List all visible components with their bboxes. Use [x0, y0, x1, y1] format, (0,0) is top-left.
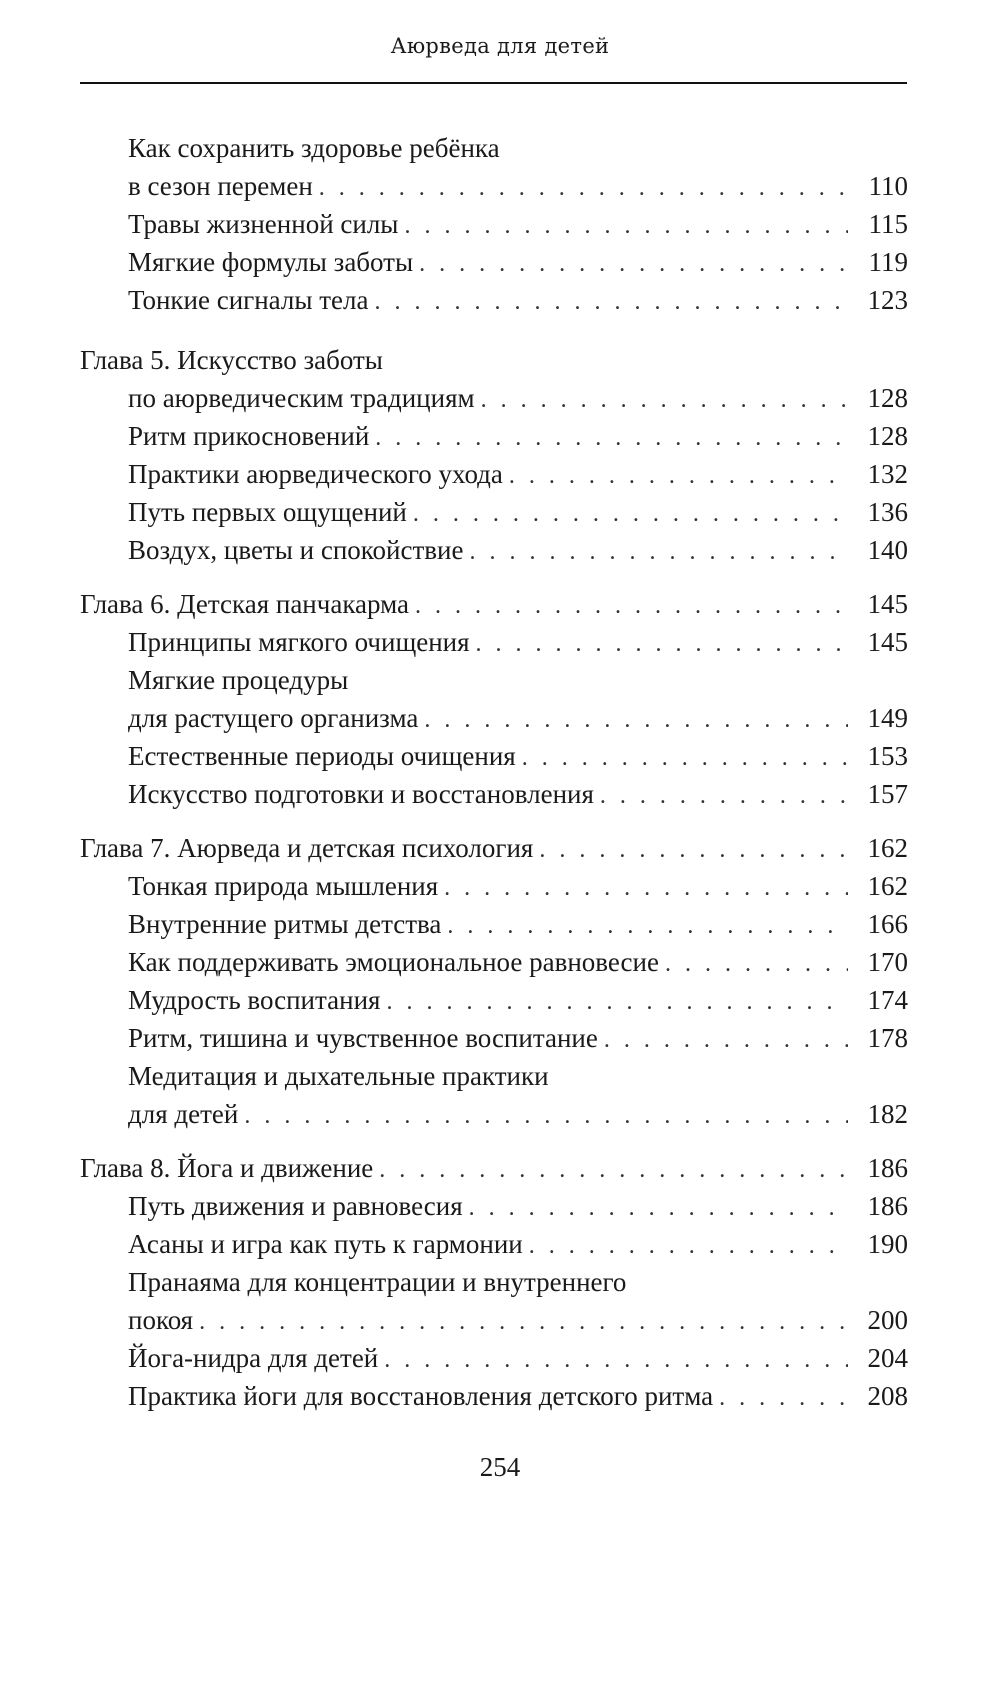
- toc-entry-page: 140: [867, 535, 908, 565]
- toc-entry-page: 174: [867, 985, 908, 1015]
- toc-entry-page: 162: [867, 871, 908, 901]
- toc-entry: [128, 660, 528, 700]
- toc-entry: [128, 774, 908, 814]
- toc-entry-title: Травы жизненной силы: [128, 209, 399, 239]
- toc-entry-page: 162: [867, 833, 908, 863]
- page-number: 254: [479, 1452, 521, 1482]
- leader-dots: [509, 456, 848, 496]
- toc-entry: [128, 698, 908, 738]
- toc-chapter-title: Глава 8. Йога и движение: [80, 1153, 374, 1183]
- leader-dots: [413, 494, 848, 534]
- toc-entry-page: 128: [867, 421, 908, 451]
- toc-entry-title: Мудрость воспитания: [128, 985, 381, 1015]
- toc-entry-title: Медитация и дыхательные практики: [128, 1061, 549, 1091]
- header-rule: [80, 82, 907, 84]
- toc-entry-page: 145: [867, 627, 908, 657]
- toc-chapter: [80, 584, 908, 624]
- toc-chapter-title: Глава 6. Детская панчакарма: [80, 589, 409, 619]
- toc-entry-title: Тонкая природа мышления: [128, 871, 439, 901]
- toc-entry-page: 190: [867, 1229, 908, 1259]
- toc-entry: [128, 280, 908, 320]
- leader-dots: [404, 206, 848, 246]
- leader-dots: [444, 868, 848, 908]
- toc-entry-page: 186: [867, 1191, 908, 1221]
- toc-entry: [128, 1376, 908, 1416]
- toc-chapter-title: Глава 7. Аюрведа и детская психология: [80, 833, 534, 863]
- leader-dots: [469, 532, 848, 572]
- toc-entry-title: Путь движения и равновесия: [128, 1191, 463, 1221]
- toc-entry-page: 204: [867, 1343, 908, 1373]
- leader-dots: [539, 830, 848, 870]
- toc-entry: [128, 166, 908, 206]
- toc-entry: [128, 378, 908, 418]
- toc-entry: [128, 904, 908, 944]
- leader-dots: [476, 624, 848, 664]
- leader-dots: [481, 380, 848, 420]
- toc-entry-page: 166: [867, 909, 908, 939]
- toc-entry-title: Путь первых ощущений: [128, 497, 407, 527]
- leader-dots: [244, 1096, 848, 1136]
- leader-dots: [719, 1378, 848, 1418]
- toc-entry-page: 149: [867, 703, 908, 733]
- leader-dots: [529, 1226, 848, 1266]
- toc-entry: [128, 1338, 908, 1378]
- toc-entry-page: 170: [867, 947, 908, 977]
- leader-dots: [375, 282, 849, 322]
- toc-entry-page: 110: [868, 171, 908, 201]
- toc-entry-title: Тонкие сигналы тела: [128, 285, 369, 315]
- toc-entry-title: Мягкие формулы заботы: [128, 247, 414, 277]
- toc-entry: [128, 1224, 908, 1264]
- leader-dots: [319, 168, 848, 208]
- toc-entry: [128, 1186, 908, 1226]
- leader-dots: [600, 776, 848, 816]
- toc-entry-title: покоя: [128, 1305, 194, 1335]
- toc-entry-title: Внутренние ритмы детства: [128, 909, 442, 939]
- leader-dots: [469, 1188, 848, 1228]
- toc-chapter: [80, 1148, 908, 1188]
- toc-entry: [128, 204, 908, 244]
- toc-entry-title: по аюрведическим традициям: [128, 383, 475, 413]
- toc-entry-title: Принципы мягкого очищения: [128, 627, 470, 657]
- leader-dots: [386, 982, 848, 1022]
- toc-entry: [128, 622, 908, 662]
- toc-entry-title: Воздух, цветы и спокойствие: [128, 535, 464, 565]
- toc-entry: [128, 942, 908, 982]
- toc-entry-page: 182: [867, 1099, 908, 1129]
- toc-chapter-title: Глава 5. Искусство заботы: [80, 345, 383, 375]
- leader-dots: [199, 1302, 848, 1342]
- toc-entry-title: Как поддерживать эмоциональное равновесие: [128, 947, 659, 977]
- toc-entry-page: 186: [867, 1153, 908, 1183]
- toc-entry-title: Асаны и игра как путь к гармонии: [128, 1229, 523, 1259]
- toc-entry-page: 200: [867, 1305, 908, 1335]
- leader-dots: [424, 700, 848, 740]
- toc-entry-title: Пранаяма для концентрации и внутреннего: [128, 1267, 627, 1297]
- toc-entry: [128, 1300, 908, 1340]
- toc-entry-title: Ритм, тишина и чувственное воспитание: [128, 1023, 598, 1053]
- toc-chapter: [80, 828, 908, 868]
- toc-entry-title: Йога-нидра для детей: [128, 1343, 379, 1373]
- toc-entry-page: 157: [867, 779, 908, 809]
- toc-entry-page: 119: [868, 247, 908, 277]
- leader-dots: [447, 906, 848, 946]
- toc-entry-page: 145: [867, 589, 908, 619]
- toc-entry-page: 136: [867, 497, 908, 527]
- toc-entry: [128, 530, 908, 570]
- toc-entry-title: Практика йоги для восстановления детского ритма: [128, 1381, 714, 1411]
- toc-entry: [128, 736, 908, 776]
- toc-entry-title: для растущего организма: [128, 703, 419, 733]
- toc-entry-page: 115: [868, 209, 908, 239]
- toc-entry-title: Искусство подготовки и восстановления: [128, 779, 594, 809]
- toc-entry: [128, 242, 908, 282]
- toc-entry: [128, 1262, 768, 1302]
- leader-dots: [665, 944, 848, 984]
- toc-entry-page: 128: [867, 383, 908, 413]
- running-head: Аюрведа для детей: [390, 34, 610, 58]
- leader-dots: [415, 586, 848, 626]
- leader-dots: [384, 1340, 848, 1380]
- leader-dots: [604, 1020, 848, 1060]
- toc-entry-title: в сезон перемен: [128, 171, 313, 201]
- leader-dots: [379, 1150, 848, 1190]
- leader-dots: [419, 244, 848, 284]
- toc-entry-title: для детей: [128, 1099, 239, 1129]
- toc-entry-page: 132: [867, 459, 908, 489]
- toc-entry-page: 123: [867, 285, 908, 315]
- toc-entry: [128, 416, 908, 456]
- toc-entry: [128, 454, 908, 494]
- leader-dots: [522, 738, 848, 778]
- toc-entry: [128, 866, 908, 906]
- toc-entry-page: 208: [867, 1381, 908, 1411]
- toc-entry-title: Практики аюрведического ухода: [128, 459, 503, 489]
- toc-entry: [128, 1056, 688, 1096]
- toc-entry-title: Естественные периоды очищения: [128, 741, 516, 771]
- toc-entry: [128, 128, 588, 168]
- toc-entry-title: Мягкие процедуры: [128, 665, 349, 695]
- toc-entry: [128, 492, 908, 532]
- toc-entry: [128, 1094, 908, 1134]
- toc-entry-page: 178: [867, 1023, 908, 1053]
- toc-chapter: [80, 340, 600, 380]
- toc-entry-title: Как сохранить здоровье ребёнка: [128, 133, 500, 163]
- toc-entry: [128, 980, 908, 1020]
- toc-entry-page: 153: [867, 741, 908, 771]
- leader-dots: [375, 418, 848, 458]
- toc-entry-title: Ритм прикосновений: [128, 421, 370, 451]
- toc-entry: [128, 1018, 908, 1058]
